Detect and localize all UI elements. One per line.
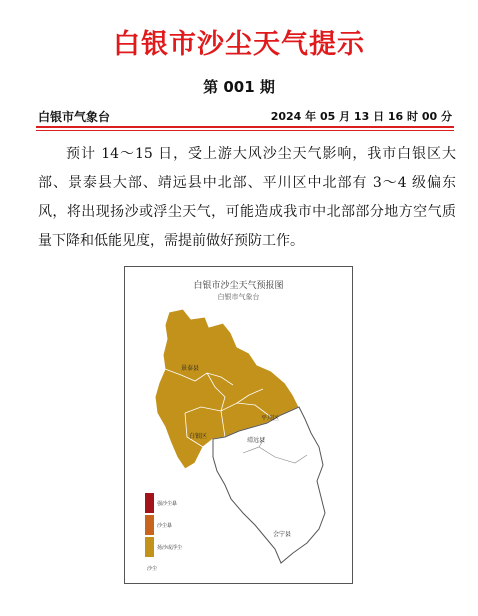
legend-swatch-severe: [145, 493, 154, 513]
label-baiyin: 白银区: [189, 433, 208, 440]
legend-footer: 沙尘: [147, 566, 158, 572]
legend-label-dust: 扬沙或浮尘: [157, 545, 183, 551]
forecast-paragraph: 预计 14～15 日，受上游大风沙尘天气影响，我市白银区大部、景泰县大部、靖远县中北部、平川区中北部有 3～4 级偏东风，将出现扬沙或浮尘天气，可能造成我市中北部部分地方空气质量下降和低能见度，需提前做好预防工作。: [38, 146, 456, 249]
label-huining: 会宁县: [273, 531, 292, 538]
region-map: [125, 267, 354, 585]
map-subtitle: 白银市气象台: [217, 293, 260, 301]
header-divider-thin: [36, 130, 454, 131]
legend-label-storm: 沙尘暴: [157, 523, 173, 529]
map-title: 白银市沙尘天气预报图: [193, 281, 284, 291]
label-jingyuan: 靖远县: [247, 437, 266, 444]
legend-label-severe: 强沙尘暴: [157, 501, 178, 507]
issue-number: 第 001 期: [203, 78, 275, 96]
label-pingchuan: 平川区: [261, 415, 280, 422]
issue-datetime: 2024 年 05 月 13 日 16 时 00 分: [270, 110, 452, 123]
label-jingtai: 景泰县: [181, 365, 200, 372]
legend-swatch-storm: [145, 515, 154, 535]
forecast-map: [124, 266, 353, 584]
page-title: 白银市沙尘天气提示: [113, 29, 365, 60]
publisher: 白银市气象台: [38, 110, 111, 124]
legend-swatch-dust: [145, 537, 154, 557]
header-divider: [36, 126, 454, 128]
